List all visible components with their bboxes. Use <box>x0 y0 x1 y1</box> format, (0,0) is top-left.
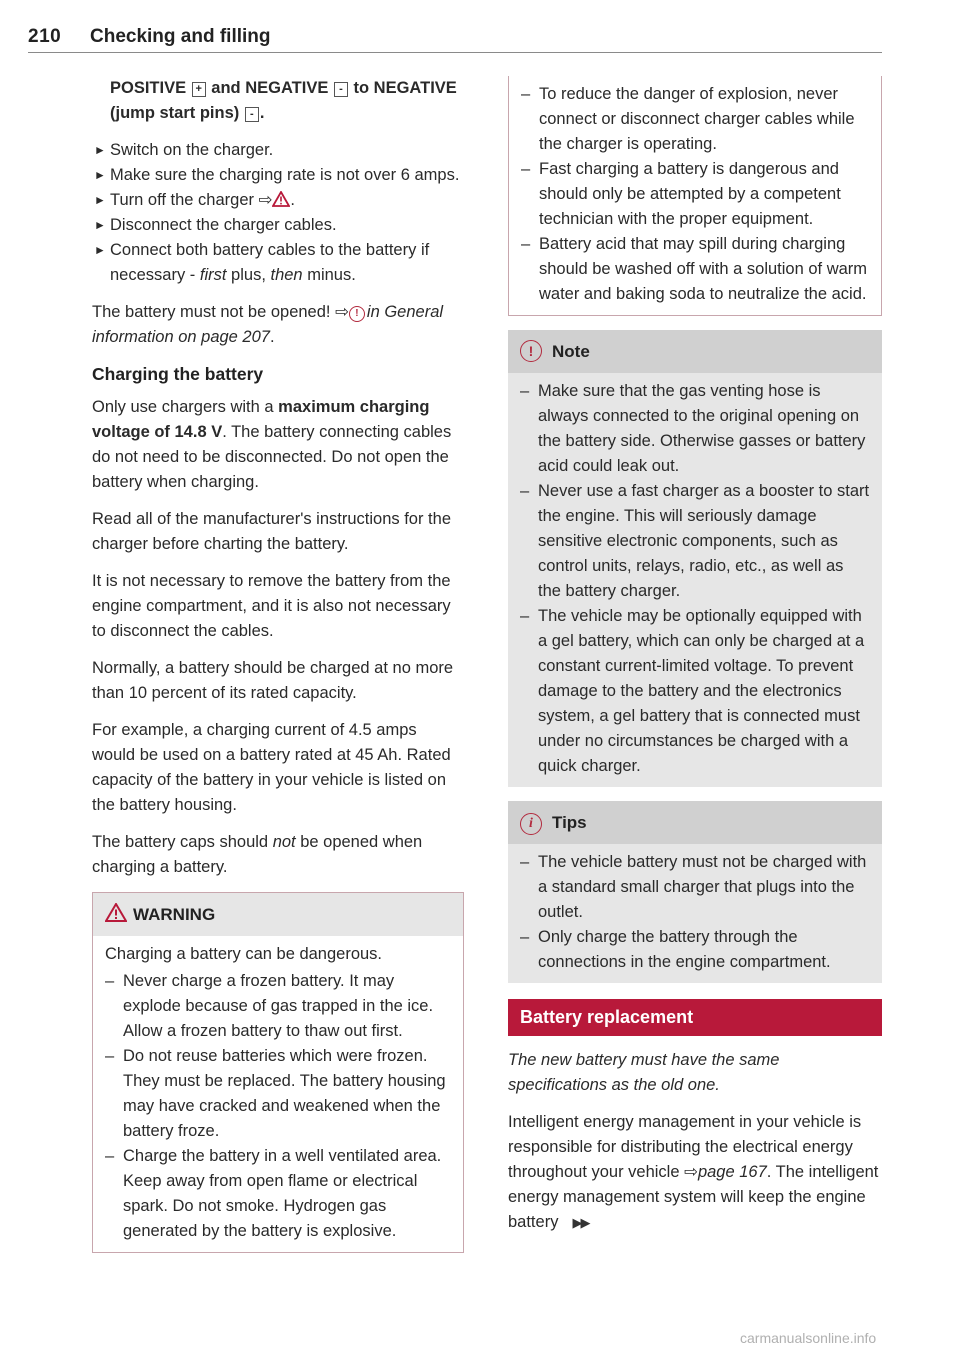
list-item: ► Turn off the charger ⇨ . <box>92 188 464 213</box>
triangle-bullet-icon: ► <box>94 218 106 232</box>
paragraph: The battery caps should not be opened when charging a battery. <box>92 833 423 876</box>
list-item: ► Make sure the charging rate is not over 6 amps. <box>92 163 464 188</box>
continued-heading: POSITIVE + and NEGATIVE - to NEGATIVE (jump start pins) - . <box>110 79 457 122</box>
list-item: ► Disconnect the charger cables. <box>92 213 464 238</box>
page-number: 210 <box>28 26 62 47</box>
list-item: – Never use a fast charger as a booster to start the engine. This will seriously damage sensitive electronic components, such as control units, relays, radio, etc., as well as the battery charger. <box>520 482 870 600</box>
tips-box <box>508 801 882 983</box>
warning-body <box>93 936 463 1252</box>
list-item: – Only charge the battery through the connections in the engine compartment. <box>520 928 831 971</box>
list-item: ► Connect both battery cables to the battery if necessary - first plus, then minus. <box>92 238 464 288</box>
warning-list <box>105 969 451 1244</box>
warning-box <box>92 892 464 1253</box>
list-item: – Make sure that the gas venting hose is always connected to the original opening on the battery side. Otherwise gasses or battery acid could leak out. <box>520 382 866 475</box>
list-item: – Never charge a frozen battery. It may explode because of gas trapped in the ice. Allow a frozen battery to thaw out first. <box>105 972 434 1040</box>
page-header <box>28 22 882 53</box>
section-title: Checking and filling <box>90 26 271 47</box>
warning-triangle-icon <box>105 903 127 922</box>
info-circle-icon: i <box>520 813 542 835</box>
list-item: – Battery acid that may spill during charging should be washed off with a solution of warm water and baking soda to neutralize the acid. <box>521 235 868 303</box>
note-header: ! Note <box>508 330 882 373</box>
subheading-charging: Charging the battery <box>92 364 264 384</box>
tips-header: i Tips <box>508 801 882 844</box>
paragraph: Normally, a battery should be charged at no more than 10 percent of its rated capacity. <box>92 659 454 702</box>
list-item: – Do not reuse batteries which were frozen. They must be replaced. The battery housing may have cracked and weakened when the battery froze. <box>105 1047 446 1140</box>
note-body <box>508 373 882 787</box>
triangle-bullet-icon: ► <box>94 143 106 157</box>
not-opened-paragraph: The battery must not be opened! ⇨ ! in General information on page 207. <box>92 303 444 346</box>
note-box <box>508 330 882 787</box>
watermark: carmanualsonline.info <box>740 1330 877 1346</box>
warning-list <box>521 82 869 307</box>
cross-reference-link[interactable]: in General information on page 207 <box>92 303 444 346</box>
triangle-bullet-icon: ► <box>94 193 106 207</box>
warning-header: WARNING <box>93 893 463 936</box>
paragraph: For example, a charging current of 4.5 amps would be used on a battery rated at 45 Ah. Rated capacity of the battery in your vehicle is listed on the battery housing. <box>92 721 451 814</box>
warning-intro: Charging a battery can be dangerous. <box>105 945 383 963</box>
right-column <box>508 76 882 1247</box>
note-circle-icon: ! <box>520 340 542 362</box>
intro-paragraph: The new battery must have the same specifications as the old one. <box>508 1051 780 1094</box>
tips-list <box>520 850 870 975</box>
left-column <box>92 76 464 1253</box>
paragraph: Read all of the manufacturer's instructions for the charger before charting the battery. <box>92 510 451 553</box>
minus-key-icon: - <box>245 107 259 122</box>
paragraph: Only use chargers with a maximum charging voltage of 14.8 V. The battery connecting cables do not need to be disconnected. Do not open the battery when charging. <box>92 398 452 491</box>
list-item: ► Switch on the charger. <box>92 138 464 163</box>
cross-reference-arrow-icon[interactable]: ⇨ <box>684 1163 698 1181</box>
list-item: – The vehicle may be optionally equipped with a gel battery, which can only be charged at a constant current-limited voltage. To prevent damage to the battery and the electronics system, a gel battery that is connected must under no circumstances be charged with a quick charger. <box>520 607 865 775</box>
continue-arrow-icon: ▶▶ <box>572 1215 589 1230</box>
list-item: – Charge the battery in a well ventilated area. Keep away from open flame or electrical spark. Do not smoke. Hydrogen gas generated by the battery is explosive. <box>105 1147 442 1240</box>
note-list <box>520 379 870 779</box>
list-item: – The vehicle battery must not be charged with a standard small charger that plugs into the outlet. <box>520 853 867 921</box>
note-circle-icon[interactable]: ! <box>349 306 365 322</box>
cross-reference-link[interactable]: page 167 <box>697 1163 767 1181</box>
plus-key-icon: + <box>192 82 206 97</box>
paragraph: Intelligent energy management in your vehicle is responsible for distributing the electrical energy throughout your vehicle ⇨page 167. The intelligent energy management system will keep the engine battery ▶▶ <box>508 1110 882 1235</box>
triangle-bullet-icon: ► <box>94 243 106 257</box>
cross-reference-arrow-icon[interactable]: ⇨ <box>258 191 273 209</box>
section-banner: Battery replacement <box>508 999 882 1036</box>
list-item: – Fast charging a battery is dangerous and should only be attempted by a competent technician with the proper equipment. <box>521 160 841 228</box>
triangle-bullet-icon: ► <box>94 168 106 182</box>
warning-box-continued <box>508 76 882 316</box>
cross-reference-arrow-icon[interactable]: ⇨ <box>335 303 349 321</box>
tips-body <box>508 844 882 983</box>
warning-triangle-icon[interactable] <box>272 191 290 207</box>
minus-key-icon: - <box>334 82 348 97</box>
list-item: – To reduce the danger of explosion, never connect or disconnect charger cables while the charger is operating. <box>521 85 855 153</box>
step-list <box>92 138 464 288</box>
paragraph: It is not necessary to remove the battery from the engine compartment, and it is also not necessary to disconnect the cables. <box>92 572 451 640</box>
